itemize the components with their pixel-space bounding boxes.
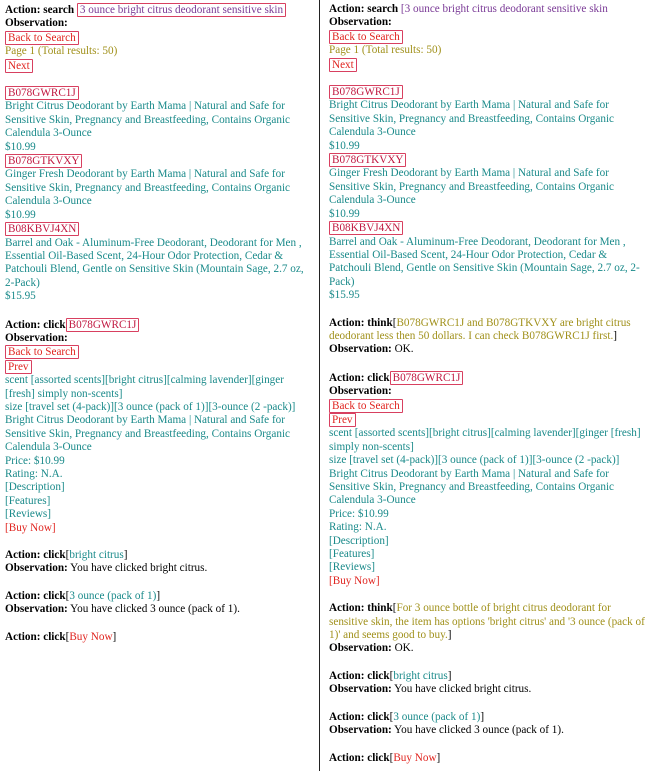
result-item: [5, 222, 313, 303]
observation-text: You have clicked 3 ounce (pack of 1).: [70, 603, 240, 616]
result-asin-link[interactable]: B078GTKVXY: [329, 153, 406, 167]
clicked-buy-now: Buy Now: [69, 630, 113, 643]
page-info: Page 1 (Total results: 50): [329, 44, 442, 57]
right-trajectory-column: Action: search [3 ounce bright citrus deodorant sensitive skin Observation: Back to Search Page 1 (Total results: 50) Next B078GWRC1J Bright Citrus Deodorant by Earth Mama | Natural and Safe for Sensitive Skin, Pregnancy and Breastfeeding, Contains Organic Calendula 3-Ounce $10.99 B078GTKVXY Ginger Fresh Deodorant by Earth Mama | Natural and Safe for Sensitive Skin, Pregnancy and Breastfeeding, Contains Organic Calendula 3-Ounce $10.99 B08KBVJ4XN Barrel and Oak - Aluminum-Free Deodorant, Deodorant for Men , Essential Oil-Based Scent, 24-Hour Odor Protection, Cedar & Patchouli Blend, Gentle on Sensitive Skin (Mountain Sage, 2.7 oz, 2-Pack) $15.95 Action: think[B078GWRC1J and B078GTKVXY are bright citrus deodorant less then 50 dollars. I can check B078GWRC1J first.] Observation: OK. Action: click B078GWRC1J Observation: Back to Search Prev scent [assorted scents][bright citrus][calming lavender][ginger [fresh] simply non-scents] size [travel set (4-pack)][3 ounce (pack of 1)][3-ounce (2 -pack)] Bright Citrus Deodorant by Earth Mama | Natural and Safe for Sensitive Skin, Pregnancy and Breastfeeding, Contains Organic Calendula 3-Ounce Price: $10.99 Rating: N.A. [Description] [Features] [Reviews] [Buy Now] Action: think[For 3 ounce bottle of bright citrus deodorant for sensitive skin, the item has options 'bright citrus' and '3 ounce (pack of 1)' and seems good to buy.] Observation: OK. Action: click[bright citrus] Observation: You have clicked bright citrus. Action: click[3 ounce (pack of 1)] Observation: You have clicked 3 ounce (pack of 1). Action: click[Buy Now]: [329, 3, 647, 765]
product-title: Bright Citrus Deodorant by Earth Mama | Natural and Safe for Sensitive Skin, Pregnancy and Breastfeeding, Contains Organic Calendula 3-Ounce: [5, 414, 291, 454]
result-price: $10.99: [5, 208, 36, 221]
result-title: Bright Citrus Deodorant by Earth Mama | Natural and Safe for Sensitive Skin, Pregnancy and Breastfeeding, Contains Organic Calendula 3-Ounce: [5, 100, 291, 140]
result-title: Barrel and Oak - Aluminum-Free Deodorant, Deodorant for Men , Essential Oil-Based Scent, 24-Hour Odor Protection, Cedar & Patchouli Blend, Gentle on Sensitive Skin (Mountain Sage, 2.7 oz, 2-Pack): [329, 235, 640, 288]
description-link[interactable]: [Description]: [329, 534, 389, 547]
result-item: [5, 154, 313, 222]
observation-text: You have clicked bright citrus.: [70, 562, 208, 575]
size-options[interactable]: size [travel set (4-pack)][3 ounce (pack of 1)][3-ounce (2 -pack)]: [329, 454, 620, 467]
scent-options[interactable]: scent [assorted scents][bright citrus][calming lavender][ginger [fresh] simply non-scents]: [329, 427, 641, 453]
reviews-link[interactable]: [Reviews]: [5, 508, 51, 521]
buy-now-button[interactable]: [Buy Now]: [5, 521, 56, 534]
action-label: Action: [5, 4, 37, 16]
result-price: $10.99: [329, 207, 360, 220]
result-title: Ginger Fresh Deodorant by Earth Mama | Natural and Safe for Sensitive Skin, Pregnancy and Breastfeeding, Contains Organic Calendula 3-Ounce: [5, 168, 291, 208]
back-to-search-button[interactable]: Back to Search: [5, 31, 79, 45]
result-item: [329, 85, 647, 153]
result-asin-link[interactable]: B08KBVJ4XN: [329, 221, 403, 235]
observation-text: You have clicked bright citrus.: [394, 683, 532, 696]
search-verb: search: [43, 4, 75, 16]
think-action-line: Action: think[B078GWRC1J and B078GTKVXY are bright citrus deodorant less then 50 dollars. I can check B078GWRC1J first.]: [329, 316, 631, 342]
search-action-line: Action: search 3 ounce bright citrus deodorant sensitive skin: [5, 3, 313, 17]
product-rating: Rating: N.A.: [5, 468, 63, 480]
result-asin-link[interactable]: B078GTKVXY: [5, 154, 82, 168]
description-link[interactable]: [Description]: [5, 481, 65, 494]
result-asin-link[interactable]: B078GWRC1J: [5, 86, 79, 100]
clicked-option: bright citrus: [69, 549, 124, 562]
next-button[interactable]: Next: [329, 58, 357, 72]
clicked-asin: B078GWRC1J: [390, 371, 464, 385]
thought-text: B078GWRC1J and B078GTKVXY are bright citrus deodorant less then 50 dollars. I can check B078GWRC1J first.: [329, 316, 631, 342]
result-price: $10.99: [329, 139, 360, 152]
prev-button[interactable]: Prev: [5, 360, 32, 374]
buy-now-button[interactable]: [Buy Now]: [329, 574, 380, 587]
thought-text: For 3 ounce bottle of bright citrus deodorant for sensitive skin, the item has options 'bright citrus' and '3 ounce (pack of 1)' and seems good to buy.: [329, 602, 645, 642]
features-link[interactable]: [Features]: [5, 494, 51, 507]
search-query: 3 ounce bright citrus deodorant sensitive skin: [77, 3, 286, 17]
result-title: Barrel and Oak - Aluminum-Free Deodorant, Deodorant for Men , Essential Oil-Based Scent, 24-Hour Odor Protection, Cedar & Patchouli Blend, Gentle on Sensitive Skin (Mountain Sage, 2.7 oz, 2-Pack): [5, 236, 304, 289]
scent-options[interactable]: scent [assorted scents][bright citrus][calming lavender][ginger [fresh] simply non-scents]: [5, 374, 284, 400]
search-action-line: Action: search [3 ounce bright citrus deodorant sensitive skin: [329, 3, 608, 15]
clicked-option: bright citrus: [393, 669, 448, 682]
result-item: [329, 221, 647, 302]
column-divider: [319, 0, 320, 771]
result-asin-link[interactable]: B078GWRC1J: [329, 85, 403, 99]
result-title: Ginger Fresh Deodorant by Earth Mama | Natural and Safe for Sensitive Skin, Pregnancy and Breastfeeding, Contains Organic Calendula 3-Ounce: [329, 167, 615, 207]
back-to-search-button[interactable]: Back to Search: [5, 345, 79, 359]
search-query: [3 ounce bright citrus deodorant sensitive skin: [400, 3, 608, 15]
click-action-line: Action: click B078GWRC1J: [329, 371, 647, 385]
page-info: Page 1 (Total results: 50): [5, 45, 118, 58]
clicked-buy-now: Buy Now: [393, 751, 437, 764]
left-trajectory-column: Action: search 3 ounce bright citrus deodorant sensitive skin Observation: Back to Search Page 1 (Total results: 50) Next B078GWRC1J Bright Citrus Deodorant by Earth Mama | Natural and Safe for Sensitive Skin, Pregnancy and Breastfeeding, Contains Organic Calendula 3-Ounce $10.99 B078GTKVXY Ginger Fresh Deodorant by Earth Mama | Natural and Safe for Sensitive Skin, Pregnancy and Breastfeeding, Contains Organic Calendula 3-Ounce $10.99 B08KBVJ4XN Barrel and Oak - Aluminum-Free Deodorant, Deodorant for Men , Essential Oil-Based Scent, 24-Hour Odor Protection, Cedar & Patchouli Blend, Gentle on Sensitive Skin (Mountain Sage, 2.7 oz, 2-Pack) $15.95 Action: click B078GWRC1J Observation: Back to Search Prev scent [assorted scents][bright citrus][calming lavender][ginger [fresh] simply non-scents] size [travel set (4-pack)][3 ounce (pack of 1)][3-ounce (2 -pack)] Bright Citrus Deodorant by Earth Mama | Natural and Safe for Sensitive Skin, Pregnancy and Breastfeeding, Contains Organic Calendula 3-Ounce Price: $10.99 Rating: N.A. [Description] [Features] [Reviews] [Buy Now] Action: click[bright citrus] Observation: You have clicked bright citrus. Action: click[3 ounce (pack of 1)] Observation: You have clicked 3 ounce (pack of 1). Action: click[Buy Now]: [5, 3, 313, 644]
features-link[interactable]: [Features]: [329, 548, 375, 561]
reviews-link[interactable]: [Reviews]: [329, 561, 375, 574]
product-price: Price: $10.99: [5, 454, 65, 467]
prev-button[interactable]: Prev: [329, 413, 356, 427]
think-action-line: Action: think[For 3 ounce bottle of bright citrus deodorant for sensitive skin, the item has options 'bright citrus' and '3 ounce (pack of 1)' and seems good to buy.]: [329, 602, 645, 642]
click-action-line: Action: click B078GWRC1J: [5, 318, 313, 332]
result-price: $15.95: [329, 289, 360, 302]
product-rating: Rating: N.A.: [329, 521, 387, 534]
size-options[interactable]: size [travel set (4-pack)][3 ounce (pack of 1)][3-ounce (2 -pack)]: [5, 400, 296, 413]
clicked-asin: B078GWRC1J: [66, 318, 140, 332]
result-title: Bright Citrus Deodorant by Earth Mama | Natural and Safe for Sensitive Skin, Pregnancy and Breastfeeding, Contains Organic Calendula 3-Ounce: [329, 99, 615, 139]
back-to-search-button[interactable]: Back to Search: [329, 30, 403, 44]
result-asin-link[interactable]: B08KBVJ4XN: [5, 222, 79, 236]
result-item: [329, 153, 647, 221]
result-price: $15.95: [5, 290, 36, 303]
back-to-search-button[interactable]: Back to Search: [329, 399, 403, 413]
product-price: Price: $10.99: [329, 507, 389, 520]
clicked-option: 3 ounce (pack of 1): [69, 589, 157, 602]
product-title: Bright Citrus Deodorant by Earth Mama | Natural and Safe for Sensitive Skin, Pregnancy and Breastfeeding, Contains Organic Calendula 3-Ounce: [329, 467, 615, 507]
result-item: [5, 86, 313, 154]
observation-text: You have clicked 3 ounce (pack of 1).: [394, 724, 564, 737]
next-button[interactable]: Next: [5, 59, 33, 73]
observation-text: OK.: [394, 343, 414, 356]
observation-text: OK.: [394, 642, 414, 655]
result-price: $10.99: [5, 140, 36, 153]
clicked-option: 3 ounce (pack of 1): [393, 710, 481, 723]
observation-label: Observation: [5, 17, 65, 30]
